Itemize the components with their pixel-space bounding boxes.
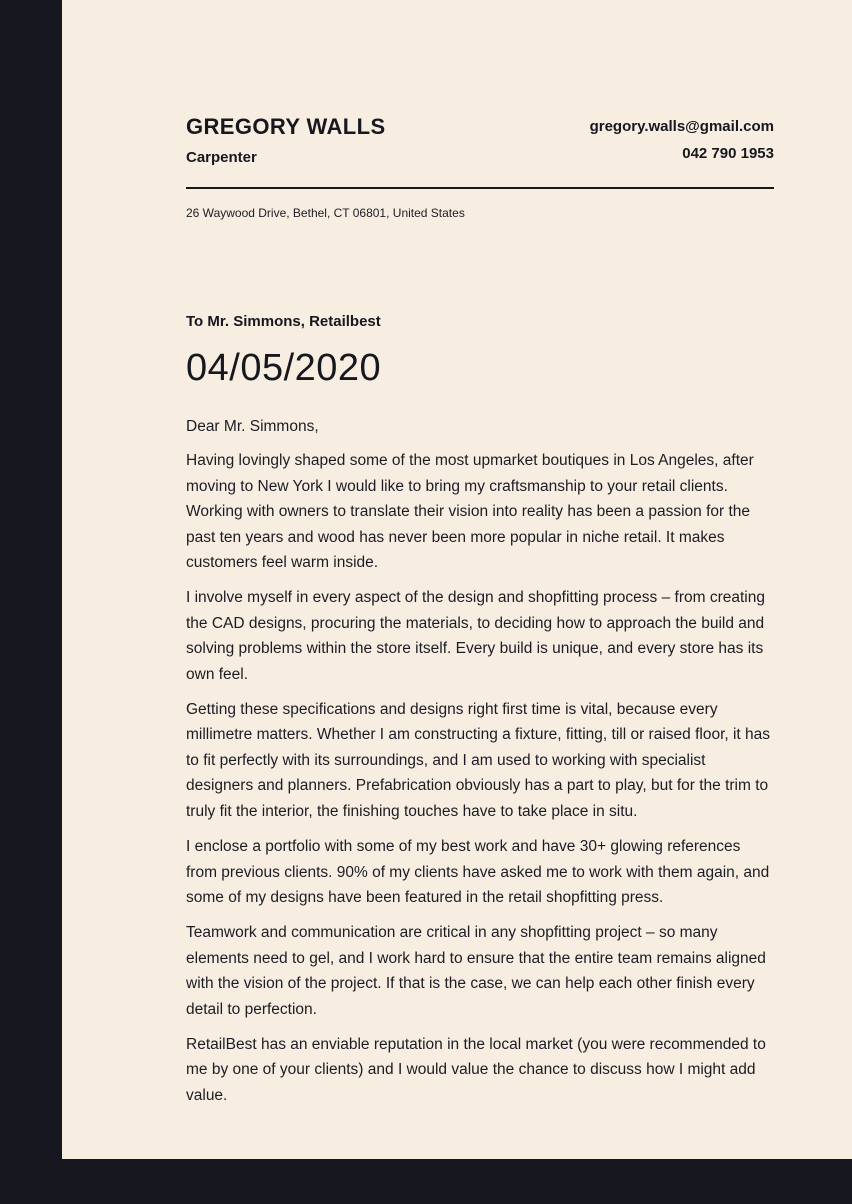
- letter-content: [186, 0, 774, 1118]
- body-paragraph: I enclose a portfolio with some of my best work and have 30+ glowing references from previous clients. 90% of my clients have asked me to work with them again, and some of my designs have been featured in the retail shopfitting press.: [186, 838, 770, 906]
- header-identity: [186, 114, 386, 166]
- phone-text: 042 790 1953: [682, 145, 774, 162]
- body-paragraph: I involve myself in every aspect of the design and shopfitting process – from creating the CAD designs, procuring the materials, to deciding how to approach the build and solving problems within the store itself. Every build is unique, and every store has its own feel.: [186, 589, 765, 683]
- body-paragraph: RetailBest has an enviable reputation in the local market (you were recommended to me by one of your clients) and I would value the chance to discuss how I might add value.: [186, 1035, 766, 1104]
- applicant-name: GREGORY WALLS: [186, 114, 386, 139]
- job-title: Carpenter: [186, 149, 257, 166]
- body-paragraph: Having lovingly shaped some of the most upmarket boutiques in Los Angeles, after moving to New York I would like to bring my craftsmanship to your retail clients. Working with owners to translate their vision into reality has been a passion for the past ten years and wood has never been more popular in niche retail. It makes customers feel warm inside.: [186, 452, 754, 572]
- recipient-line: To Mr. Simmons, Retailbest: [186, 313, 381, 330]
- header-contact: [590, 114, 774, 162]
- body-paragraph: Getting these specifications and designs right first time is vital, because every millimetre matters. Whether I am constructing a fixture, fitting, till or raised floor, it has to fit perfectly with its surroundings, and I am used to working with specialist designers and planners. Prefabrication obviously has a part to play, but for the trim to truly fit the interior, the finishing touches have to take place in situ.: [186, 701, 771, 820]
- address-line: 26 Waywood Drive, Bethel, CT 06801, United States: [186, 206, 465, 220]
- letter-body: [186, 448, 774, 1108]
- left-accent-stripe: [0, 0, 62, 1204]
- bottom-accent-stripe: [0, 1159, 852, 1204]
- letter-header: [186, 114, 774, 166]
- salutation-line: Dear Mr. Simmons,: [186, 418, 319, 435]
- email-text: gregory.walls@gmail.com: [589, 118, 774, 135]
- body-paragraph: Teamwork and communication are critical in any shopfitting project – so many elements need to gel, and I work hard to ensure that the entire team remains aligned with the vision of the project. If that is the case, we can help each other finish every detail to perfection.: [186, 924, 766, 1018]
- letter-date: 04/05/2020: [186, 347, 382, 389]
- header-divider: [186, 187, 774, 189]
